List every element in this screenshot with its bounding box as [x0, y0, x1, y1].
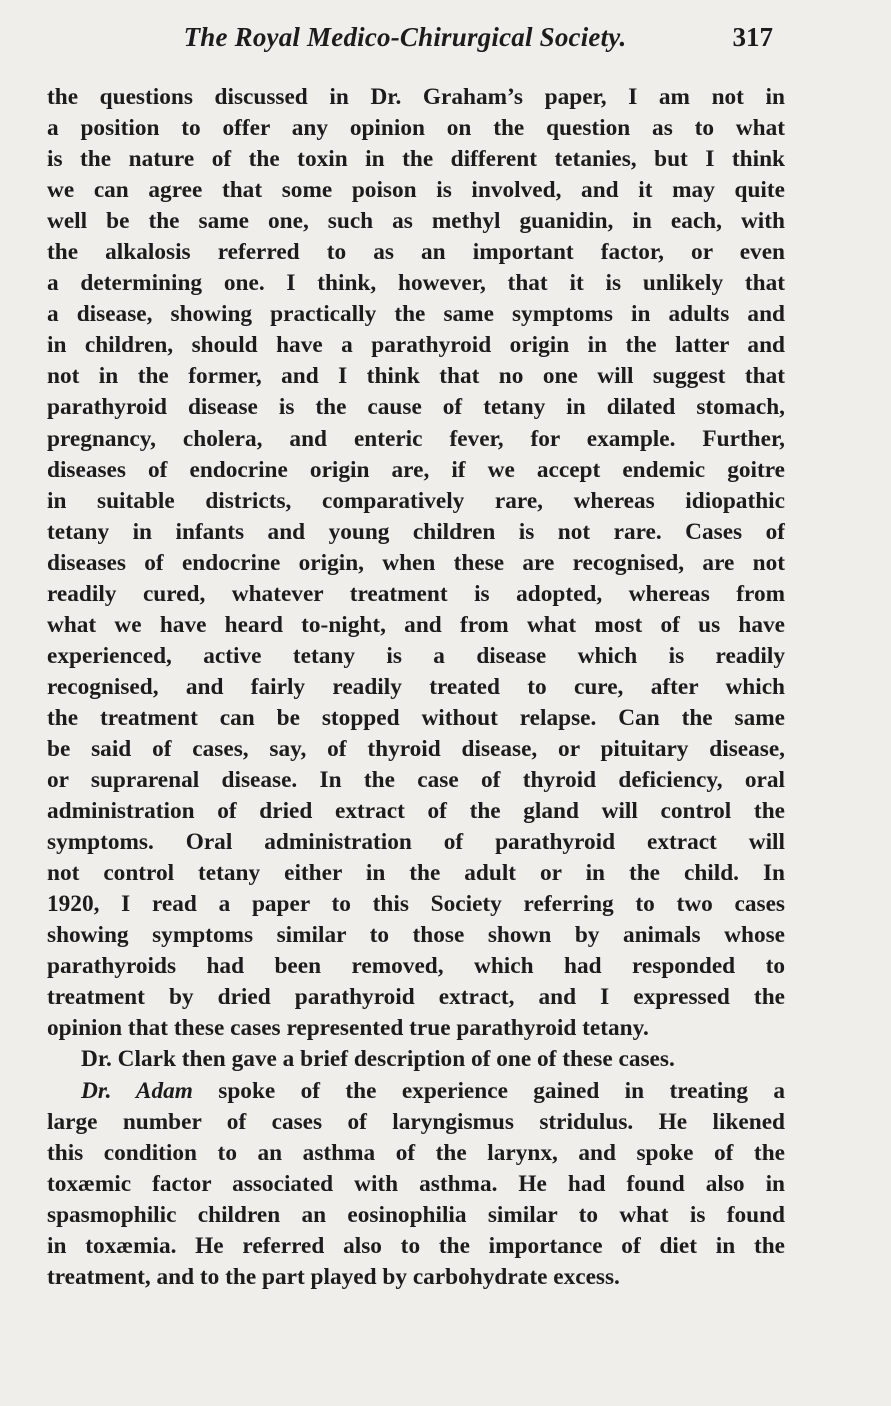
- text-line: treatment, and to the part played by carbohydrate excess.: [47, 1263, 620, 1290]
- text-line: showing symptoms similar to those shown by animals whose: [47, 922, 785, 949]
- text-line: recognised, and fairly readily treated to cure, after which: [47, 673, 785, 700]
- text-line: opinion that these cases represented true parathyroid tetany.: [47, 1015, 649, 1042]
- text-line: parathyroids had been removed, which had responded to: [47, 953, 785, 980]
- paragraph-3: [47, 1076, 785, 1293]
- text-line: this condition to an asthma of the larynx, and spoke of the: [47, 1139, 785, 1166]
- text-line: Dr. Clark then gave a brief description of one of these cases.: [81, 1046, 675, 1073]
- text-line: parathyroid disease is the cause of tetany in dilated stomach,: [47, 394, 785, 421]
- running-head: [0, 16, 891, 56]
- text-line: spasmophilic children an eosinophilia similar to what is found: [47, 1201, 785, 1228]
- text-line: large number of cases of laryngismus stridulus. He likened: [47, 1108, 785, 1135]
- text-line: tetany in infants and young children is not rare. Cases of: [47, 518, 785, 545]
- text-run: spoke of the experience gained in treating a: [192, 1077, 785, 1104]
- text-line: toxæmic factor associated with asthma. He had found also in: [47, 1170, 785, 1197]
- text-line: a position to offer any opinion on the question as to what: [47, 115, 785, 142]
- text-line: pregnancy, cholera, and enteric fever, for example. Further,: [47, 425, 785, 452]
- text-line: in suitable districts, comparatively rare, whereas idiopathic: [47, 487, 785, 514]
- text-line: well be the same one, such as methyl guanidin, in each, with: [47, 208, 785, 235]
- text-line: in children, should have a parathyroid origin in the latter and: [47, 332, 785, 359]
- text-line: the questions discussed in Dr. Graham’s paper, I am not in: [47, 84, 785, 110]
- text-line: be said of cases, say, of thyroid disease, or pituitary disease,: [47, 735, 785, 762]
- text-line: is the nature of the toxin in the different tetanies, but I think: [47, 146, 785, 173]
- paragraph-1: [47, 82, 785, 1044]
- speaker-name: Dr. Adam: [81, 1077, 193, 1104]
- body-text: [47, 82, 785, 1293]
- text-line: readily cured, whatever treatment is adopted, whereas from: [47, 580, 785, 607]
- text-line: not in the former, and I think that no one will suggest that: [47, 363, 785, 390]
- text-line: a determining one. I think, however, that it is unlikely that: [47, 270, 785, 297]
- text-line: diseases of endocrine origin, when these are recognised, are not: [47, 549, 785, 576]
- text-line: administration of dried extract of the gland will control the: [47, 798, 785, 825]
- text-line: [47, 1076, 785, 1107]
- text-line: experienced, active tetany is a disease which is readily: [47, 642, 785, 669]
- text-line: what we have heard to-night, and from what most of us have: [47, 611, 785, 638]
- text-line: we can agree that some poison is involved, and it may quite: [47, 177, 785, 204]
- running-title: The Royal Medico-Chirurgical Society.: [183, 22, 627, 52]
- text-line: the alkalosis referred to as an important factor, or even: [47, 239, 785, 266]
- page-number: 317: [732, 22, 773, 52]
- text-line: or suprarenal disease. In the case of thyroid deficiency, oral: [47, 767, 785, 794]
- text-line: the treatment can be stopped without relapse. Can the same: [47, 704, 785, 731]
- text-line: in toxæmia. He referred also to the importance of diet in the: [47, 1232, 785, 1259]
- text-line: not control tetany either in the adult or in the child. In: [47, 860, 785, 887]
- text-line: 1920, I read a paper to this Society referring to two cases: [47, 891, 785, 918]
- text-line: a disease, showing practically the same symptoms in adults and: [47, 301, 785, 328]
- text-line: symptoms. Oral administration of parathyroid extract will: [47, 829, 785, 856]
- paragraph-2: [47, 1044, 785, 1075]
- text-line: diseases of endocrine origin are, if we accept endemic goitre: [47, 456, 785, 483]
- text-line: treatment by dried parathyroid extract, and I expressed the: [47, 984, 785, 1011]
